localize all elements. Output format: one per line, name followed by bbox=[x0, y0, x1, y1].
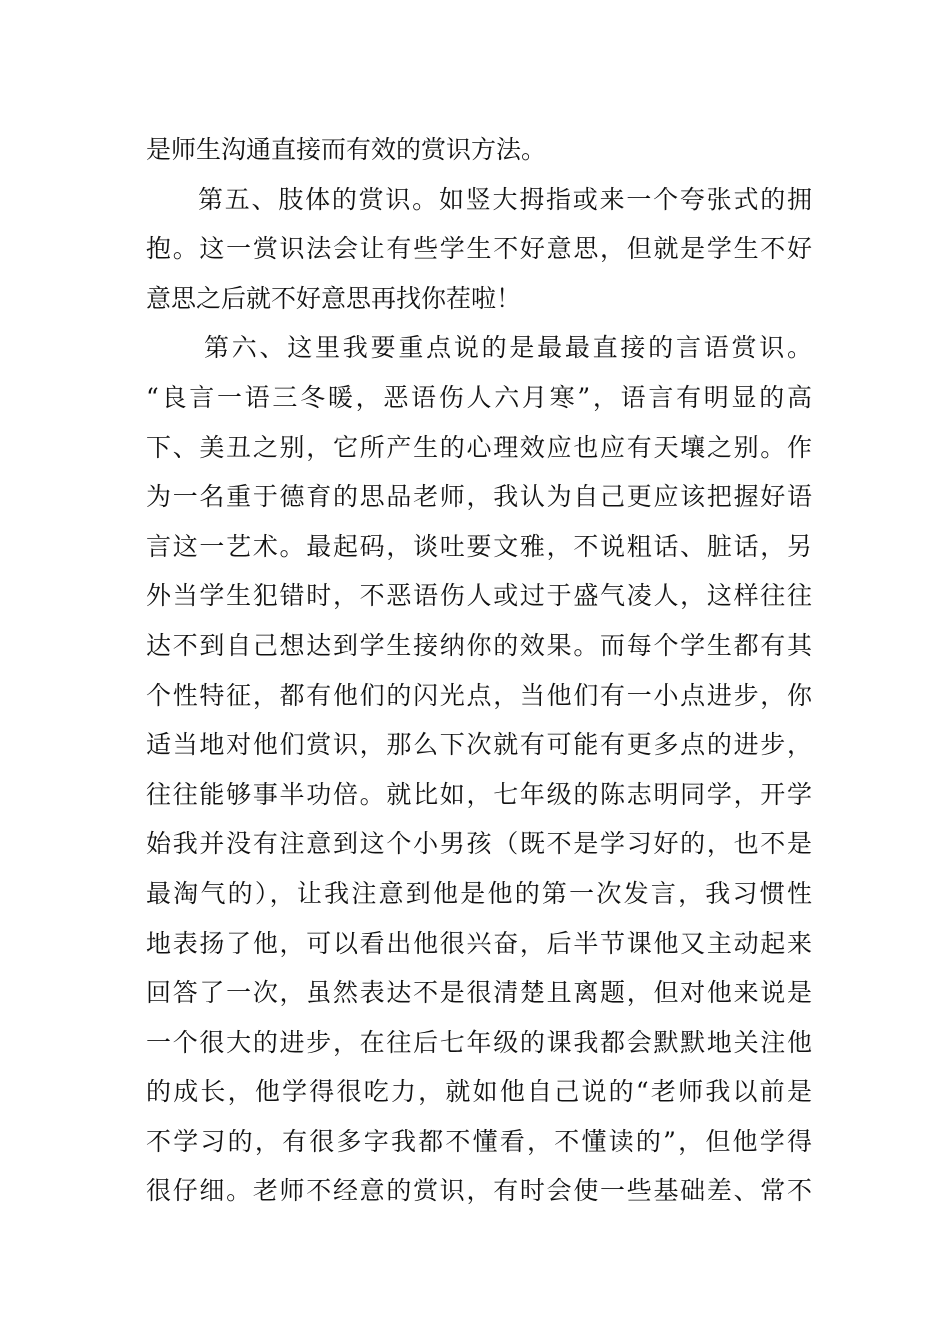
text-line-14: 往往能够事半功倍。就比如，七年级的陈志明同学，开学 bbox=[146, 779, 812, 809]
text-line-15: 始我并没有注意到这个小男孩（既不是学习好的，也不是 bbox=[146, 829, 812, 859]
text-line-13: 适当地对他们赏识，那么下次就有可能有更多点的进步， bbox=[146, 730, 812, 760]
body-text bbox=[146, 125, 812, 1216]
text-line-2: 第五、肢体的赏识。如竖大拇指或来一个夸张式的拥 bbox=[198, 184, 812, 214]
text-line-9: 言这一艺术。最起码，谈吐要文雅，不说粗话、脏话，另 bbox=[146, 531, 812, 561]
text-line-4: 意思之后就不好意思再找你茬啦！ bbox=[146, 283, 522, 313]
text-line-8: 为一名重于德育的思品老师，我认为自己更应该把握好语 bbox=[146, 482, 812, 512]
text-line-11: 达不到自己想达到学生接纳你的效果。而每个学生都有其 bbox=[146, 630, 812, 660]
text-line-18: 回答了一次，虽然表达不是很清楚且离题，但对他来说是 bbox=[146, 978, 812, 1008]
text-line-21: 不学习的，有很多字我都不懂看，不懂读的”，但他学得 bbox=[146, 1126, 812, 1156]
text-line-6: “良言一语三冬暖，恶语伤人六月寒”，语言有明显的高 bbox=[146, 382, 812, 412]
text-line-16: 最淘气的），让我注意到他是他的第一次发言，我习惯性 bbox=[146, 878, 812, 908]
text-line-1: 是师生沟通直接而有效的赏识方法。 bbox=[146, 135, 547, 164]
text-line-10: 外当学生犯错时，不恶语伤人或过于盛气凌人，这样往往 bbox=[146, 581, 812, 611]
text-line-17: 地表扬了他，可以看出他很兴奋，后半节课他又主动起来 bbox=[146, 928, 812, 958]
text-line-3: 抱。这一赏识法会让有些学生不好意思，但就是学生不好 bbox=[146, 234, 812, 264]
text-line-20: 的成长，他学得很吃力，就如他自己说的“老师我以前是 bbox=[146, 1077, 812, 1107]
text-line-19: 一个很大的进步，在往后七年级的课我都会默默地关注他 bbox=[146, 1027, 812, 1057]
text-line-12: 个性特征，都有他们的闪光点，当他们有一小点进步，你 bbox=[146, 680, 812, 710]
text-line-5: 第六、这里我要重点说的是最最直接的言语赏识。 bbox=[204, 333, 812, 363]
text-line-7: 下、美丑之别，它所产生的心理效应也应有天壤之别。作 bbox=[146, 432, 812, 462]
text-line-22: 很仔细。老师不经意的赏识，有时会使一些基础差、常不 bbox=[146, 1176, 812, 1206]
